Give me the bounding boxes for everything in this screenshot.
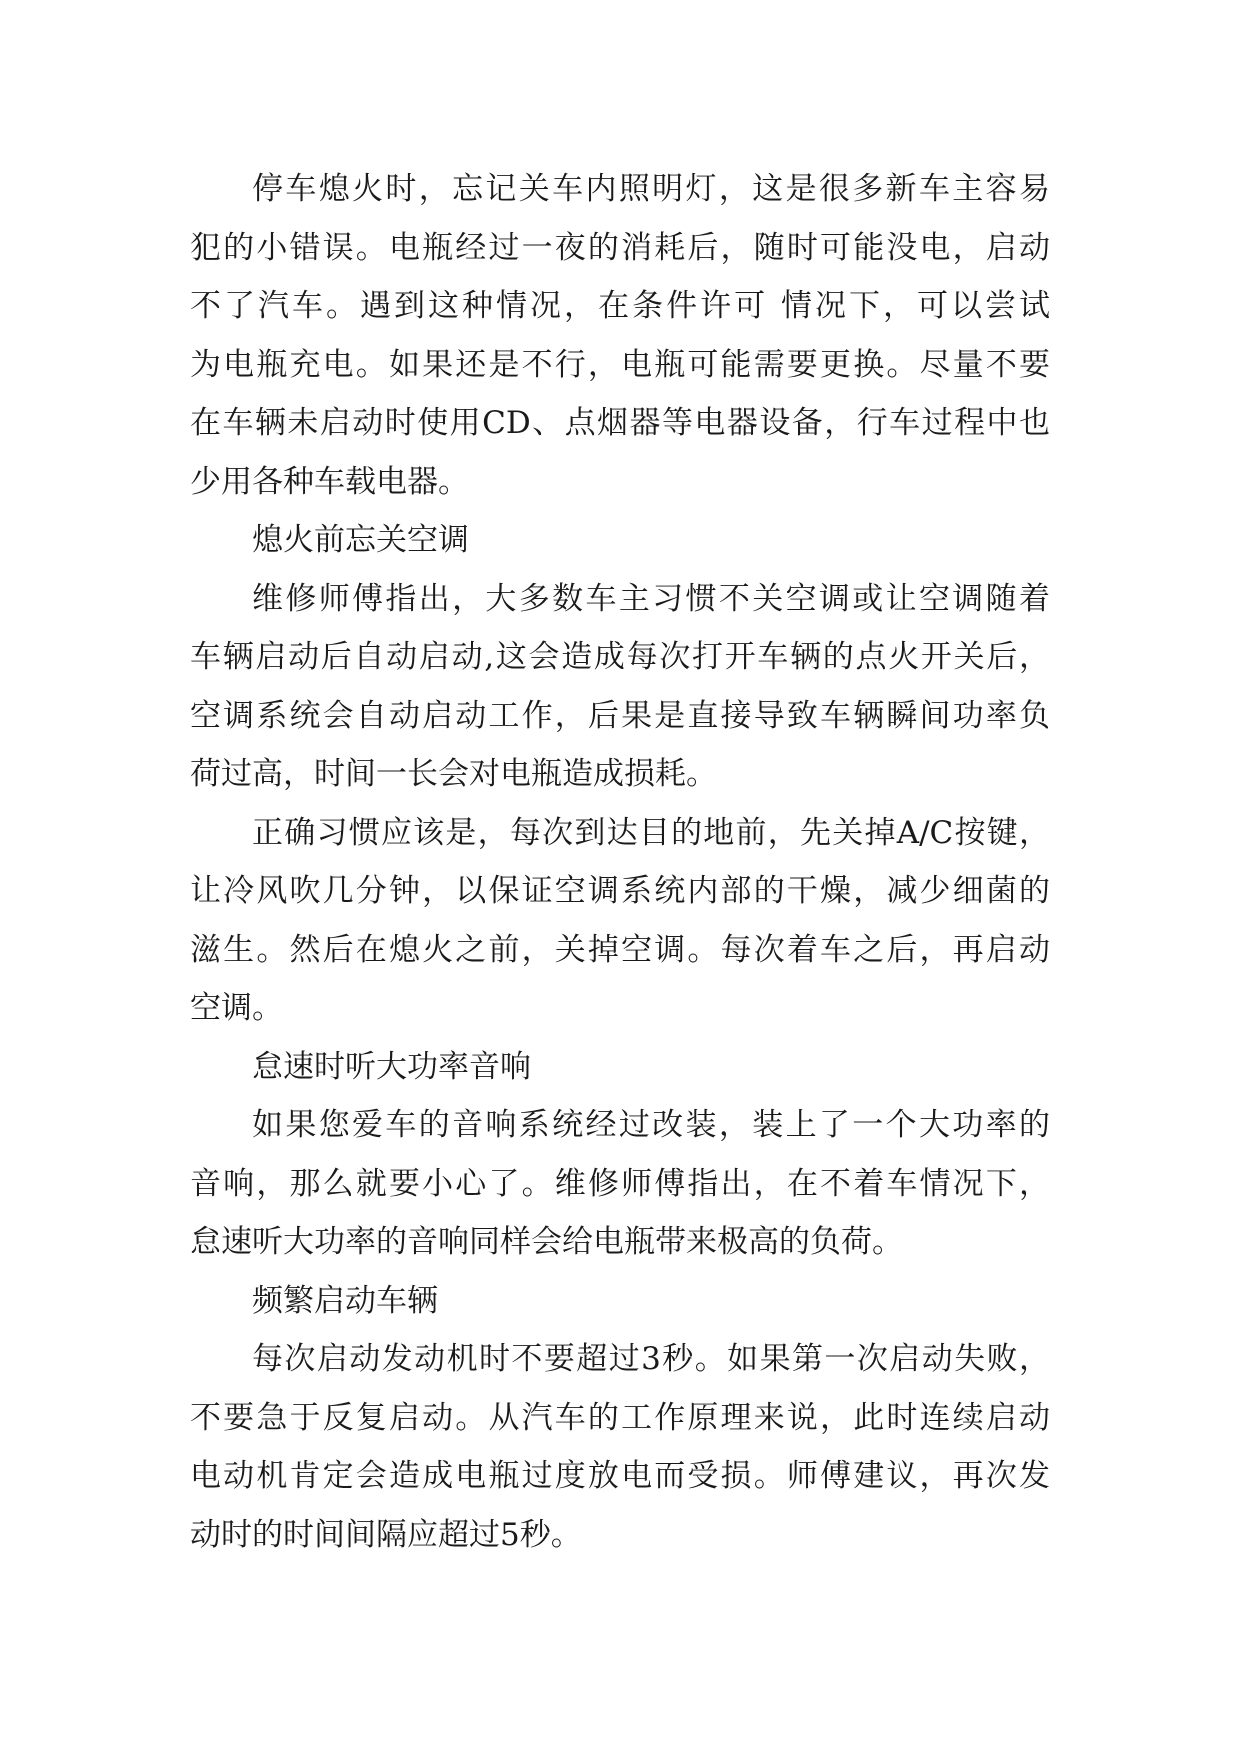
paragraph-line: 犯的小错误。电瓶经过一夜的消耗后，随时可能没电，启动 bbox=[190, 229, 1050, 266]
paragraph-line: 在车辆未启动时使用CD、点烟器等电器设备，行车过程中也 bbox=[190, 405, 1050, 441]
paragraph-line: 空调系统会自动启动工作，后果是直接导致车辆瞬间功率负 bbox=[190, 697, 1050, 734]
paragraph-line: 如果您爱车的音响系统经过改装，装上了一个大功率的 bbox=[252, 1107, 1050, 1143]
paragraph-line: 正确习惯应该是，每次到达目的地前，先关掉A/C按键， bbox=[252, 814, 1050, 851]
paragraph-line: 不要急于反复启动。从汽车的工作原理来说，此时连续启动 bbox=[190, 1399, 1050, 1436]
paragraph-line: 维修师傅指出，大多数车主习惯不关空调或让空调随着 bbox=[252, 580, 1050, 617]
paragraph-audio-system bbox=[190, 1096, 1050, 1272]
paragraph-line: 每次启动发动机时不要超过3秒。如果第一次启动失败， bbox=[252, 1341, 1050, 1377]
paragraph-line: 为电瓶充电。如果还是不行，电瓶可能需要更换。尽量不要 bbox=[190, 346, 1050, 383]
paragraph-line: 空调。 bbox=[190, 990, 283, 1026]
paragraph-line: 车辆启动后自动启动,这会造成每次打开车辆的点火开关后， bbox=[190, 639, 1050, 675]
paragraph-line: 荷过高，时间一长会对电瓶造成损耗。 bbox=[190, 756, 717, 792]
paragraph-line: 不了汽车。遇到这种情况，在条件许可 情况下，可以尝试 bbox=[190, 288, 1050, 324]
document-body bbox=[190, 160, 1050, 1564]
paragraph-line: 动时的时间间隔应超过5秒。 bbox=[190, 1516, 582, 1553]
paragraph-line: 电动机肯定会造成电瓶过度放电而受损。师傅建议，再次发 bbox=[190, 1458, 1050, 1494]
section-heading-frequent-start: 频繁启动车辆 bbox=[252, 1282, 438, 1319]
paragraph-line: 停车熄火时，忘记关车内照明灯，这是很多新车主容易 bbox=[252, 171, 1050, 207]
paragraph-correct-habit bbox=[190, 804, 1050, 1038]
section-heading-ac-off: 熄火前忘关空调 bbox=[252, 522, 469, 558]
section-heading-idle-audio: 怠速时听大功率音响 bbox=[252, 1048, 531, 1085]
paragraph-line: 少用各种车载电器。 bbox=[190, 463, 469, 500]
paragraph-line: 怠速听大功率的音响同样会给电瓶带来极高的负荷。 bbox=[190, 1224, 903, 1260]
paragraph-line: 让冷风吹几分钟，以保证空调系统内部的干燥，减少细菌的 bbox=[190, 873, 1050, 909]
paragraph-parking-lights bbox=[190, 160, 1050, 511]
paragraph-ac-habit bbox=[190, 570, 1050, 804]
paragraph-line: 音响，那么就要小心了。维修师傅指出，在不着车情况下， bbox=[190, 1165, 1050, 1202]
paragraph-engine-start bbox=[190, 1330, 1050, 1564]
paragraph-line: 滋生。然后在熄火之前，关掉空调。每次着车之后，再启动 bbox=[190, 931, 1050, 968]
